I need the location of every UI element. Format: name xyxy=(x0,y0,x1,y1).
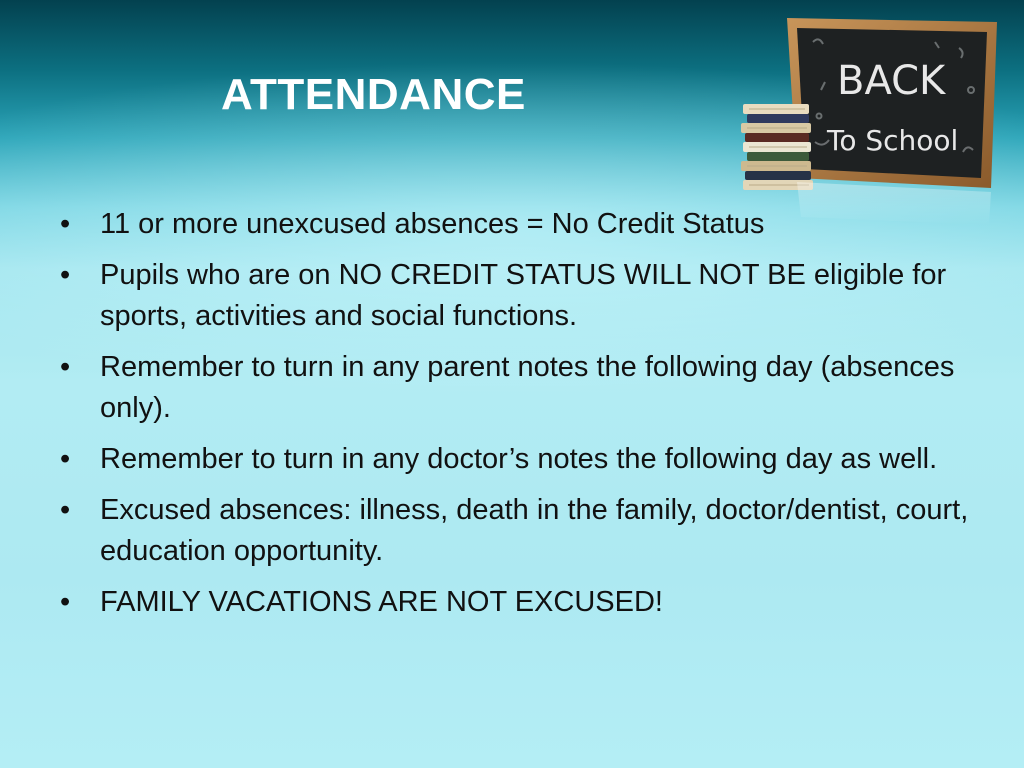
bullet-item xyxy=(56,582,976,623)
slide-title: ATTENDANCE xyxy=(221,70,526,119)
bullet-glyph: • xyxy=(60,494,71,526)
bullet-item xyxy=(56,439,976,480)
bullet-glyph: • xyxy=(60,351,71,383)
bullet-text: Excused absences: illness, death in the family, doctor/dentist, court, education opportunity. xyxy=(100,494,969,567)
bullet-text: FAMILY VACATIONS ARE NOT EXCUSED! xyxy=(100,586,663,618)
book-stack-icon xyxy=(741,104,813,190)
chalk-back-text: BACK xyxy=(837,58,946,104)
bullet-text: Remember to turn in any parent notes the following day (absences only). xyxy=(100,351,955,424)
bullet-item xyxy=(56,347,976,429)
bullet-text: Pupils who are on NO CREDIT STATUS WILL NOT BE eligible for sports, activities and social functions. xyxy=(100,259,947,332)
bullet-list xyxy=(56,204,976,633)
bullet-glyph: • xyxy=(60,208,71,240)
bullet-glyph: • xyxy=(60,259,71,291)
bullet-item xyxy=(56,255,976,337)
bullet-text: Remember to turn in any doctor’s notes the following day as well. xyxy=(100,443,938,475)
bullet-glyph: • xyxy=(60,586,71,618)
bullet-item xyxy=(56,204,976,245)
chalk-to-school-text: To School xyxy=(827,124,959,157)
bullet-text: 11 or more unexcused absences = No Credit Status xyxy=(100,208,765,240)
bullet-glyph: • xyxy=(60,443,71,475)
bullet-item xyxy=(56,490,976,572)
back-to-school-chalkboard-icon xyxy=(735,12,1010,227)
